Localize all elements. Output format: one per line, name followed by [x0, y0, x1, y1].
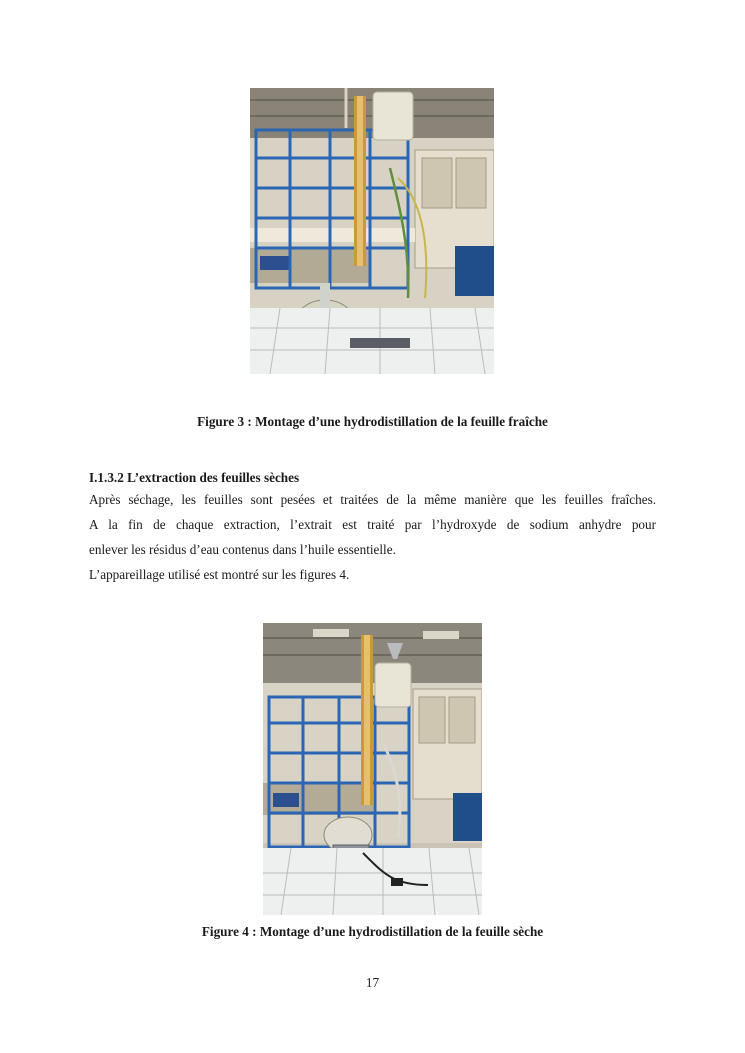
- body-line: L’appareillage utilisé est montré sur les figures 4.: [89, 567, 350, 582]
- body-line: A la fin de chaque extraction, l’extrait est traité par l’hydroxyde de sodium anhydre pour: [89, 517, 656, 532]
- section-heading: I.1.3.2 L’extraction des feuilles sèches: [89, 470, 300, 485]
- body-line: enlever les résidus d’eau contenus dans l’huile essentielle.: [89, 542, 396, 557]
- body-paragraph: [89, 487, 656, 587]
- figure-4-caption: Figure 4 : Montage d’une hydrodistillation de la feuille sèche: [201, 924, 544, 939]
- body-line: Après séchage, les feuilles sont pesées et traitées de la même manière que les feuilles fraîches.: [89, 492, 656, 507]
- figure-4-photo: [263, 623, 482, 915]
- figure-3-caption: Figure 3 : Montage d’une hydrodistillation de la feuille fraîche: [197, 414, 548, 429]
- page-number: 17: [365, 975, 380, 990]
- figure-3-photo: [250, 88, 494, 374]
